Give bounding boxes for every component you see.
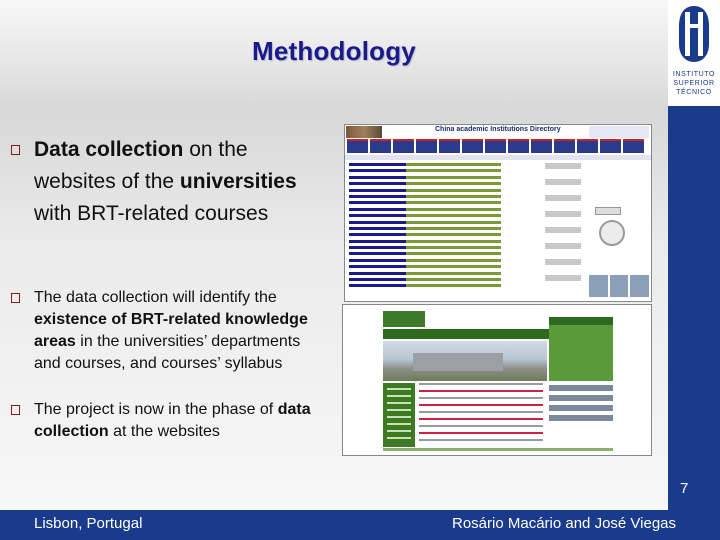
university-menu xyxy=(383,383,415,447)
bullet-1-text-b: with BRT-related courses xyxy=(34,202,269,225)
footer-authors: Rosário Macário and José Viegas xyxy=(452,515,677,532)
bullet-2-bold-a: existence of BRT-related knowledge areas xyxy=(34,311,308,350)
logo-line-3: TÉCNICO xyxy=(676,89,712,96)
university-logo xyxy=(383,311,425,327)
footer-location: Lisbon, Portugal xyxy=(34,515,143,532)
bullet-2-text-b: in the universities’ departments and courses, and courses’ syllabus xyxy=(34,333,301,372)
bullet-1 xyxy=(34,134,306,230)
seal-icon xyxy=(599,220,625,246)
ist-logo-icon xyxy=(676,4,712,64)
bullet-2 xyxy=(34,287,328,375)
news-list xyxy=(419,383,543,447)
university-right-column xyxy=(549,385,613,425)
bullet-icon xyxy=(11,145,20,155)
logo-text xyxy=(668,70,720,97)
bullet-icon xyxy=(11,405,20,415)
building-shape xyxy=(413,353,503,371)
bullet-2-text-a: The data collection will identify the xyxy=(34,289,277,306)
bullet-1-text-a: on the websites of the xyxy=(34,138,248,193)
bullet-1-bold-b: universities xyxy=(179,170,297,193)
bullet-3 xyxy=(34,399,328,443)
header-photo xyxy=(346,126,382,138)
university-footer xyxy=(383,448,613,451)
bullet-3-text-b: at the websites xyxy=(108,423,220,440)
logo-line-2: SUPERIOR xyxy=(673,80,715,87)
website-title: China academic Institutions Directory xyxy=(435,126,561,133)
website-button xyxy=(595,207,621,215)
slide-title: Methodology xyxy=(252,36,416,66)
page-number: 7 xyxy=(680,480,689,497)
screenshot-china-directory xyxy=(344,124,652,302)
bullet-3-text-a: The project is now in the phase of xyxy=(34,401,278,418)
bullet-icon xyxy=(11,293,20,303)
website-side-column xyxy=(545,163,581,293)
bullet-3-bold-a: data collection xyxy=(34,401,311,440)
website-nav xyxy=(345,139,652,153)
screenshot-university-site xyxy=(342,304,652,456)
logo-line-1: INSTITUTO xyxy=(672,71,716,78)
announcement-strip xyxy=(549,317,613,325)
bullet-1-bold-a: Data collection xyxy=(34,138,184,161)
announcement-panel xyxy=(549,317,613,381)
institution-list xyxy=(349,163,539,291)
website-subnav xyxy=(345,155,651,160)
thumbnail-strip xyxy=(589,275,649,297)
header-right xyxy=(589,126,649,138)
